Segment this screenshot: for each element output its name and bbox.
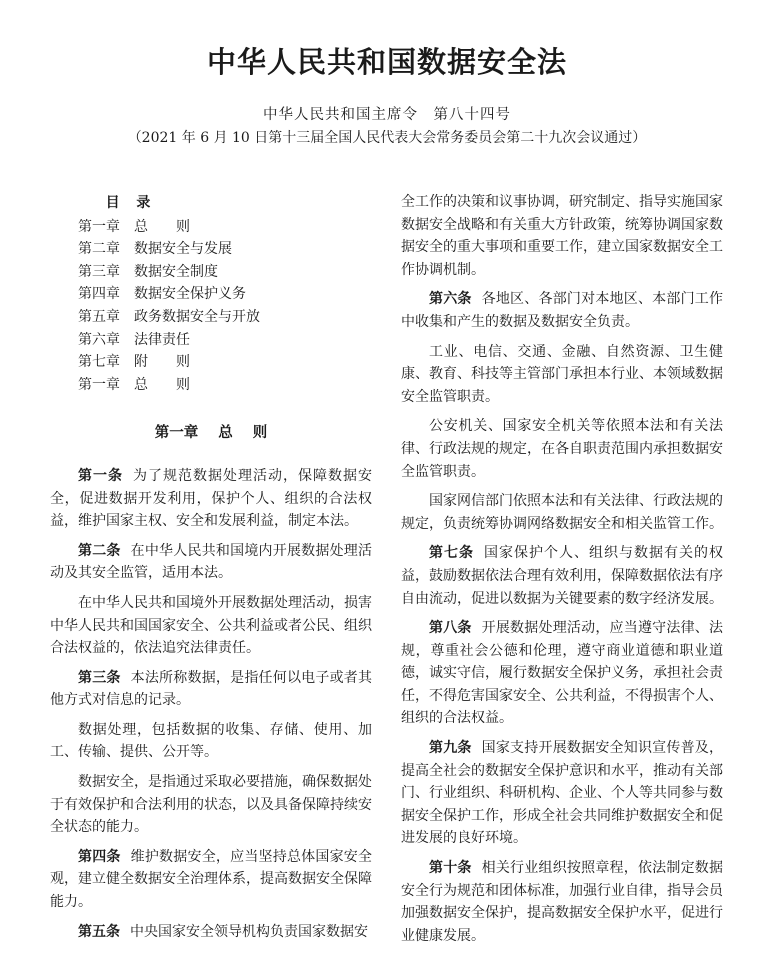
toc-chapter-number: 第一章 (78, 376, 120, 393)
article-paragraph (50, 921, 372, 944)
article-number: 第十条 (429, 860, 472, 877)
toc-chapter-number: 第五章 (78, 308, 120, 325)
chapter-name-part: 则 (252, 425, 268, 442)
left-column (50, 192, 372, 950)
article-paragraph (401, 490, 723, 535)
article-paragraph (401, 288, 723, 333)
chapter-number: 第一章 (154, 425, 199, 442)
toc-chapter-number: 第二章 (78, 241, 120, 258)
article-number: 第一条 (78, 467, 123, 484)
article-number: 第七条 (429, 545, 474, 562)
article-number: 第二条 (78, 542, 121, 559)
article-paragraph (401, 857, 723, 947)
toc-item (50, 329, 372, 352)
article-text: 数据安全，是指通过采取必要措施，确保数据处于有效保护和合法利用的状态，以及具备保障持续安全状态的能力。 (50, 774, 372, 836)
article-number: 第四条 (78, 848, 121, 865)
article-number: 第三条 (78, 669, 121, 686)
toc-chapter-name: 附 则 (134, 354, 190, 371)
toc-item (50, 261, 372, 284)
toc-chapter-name: 总 则 (134, 218, 190, 235)
article-paragraph (50, 465, 372, 533)
table-of-contents (50, 216, 372, 397)
toc-item (50, 306, 372, 329)
article-paragraph (401, 617, 723, 730)
toc-chapter-name: 总 则 (134, 376, 190, 393)
article-text: 数据处理，包括数据的收集、存储、使用、加工、传输、提供、公开等。 (50, 721, 372, 761)
article-text: 本法所称数据，是指任何以电子或者其他方式对信息的记录。 (50, 669, 373, 709)
toc-chapter-name: 政务数据安全与开放 (134, 308, 260, 325)
toc-chapter-name: 法律责任 (134, 331, 190, 348)
article-text: 开展数据处理活动，应当遵守法律、法规，尊重社会公德和伦理，遵守商业道德和职业道德，诚实守信，履行数据安全保护义务，承担社会责任，不得危害国家安全、公共利益，不得损害个人、组织的合法权益。 (401, 620, 724, 727)
presidential-order: 中华人民共和国主席令 第八十四号 (263, 107, 511, 123)
toc-chapter-name: 数据安全制度 (134, 263, 218, 280)
toc-item (50, 283, 372, 306)
toc-chapter-name: 数据安全与发展 (134, 241, 232, 258)
toc-chapter-name: 数据安全保护义务 (134, 286, 246, 303)
article-paragraph (50, 592, 372, 660)
article-text: 在中华人民共和国境内开展数据处理活动及其安全监管，适用本法。 (50, 542, 373, 582)
article-paragraph (50, 667, 372, 712)
article-text: 国家支持开展数据安全知识宣传普及，提高全社会的数据安全保护意识和水平，推动有关部门、行业组织、科研机构、企业、个人等共同参与数据安全保护工作，形成全社会共同维护数据安全和促进发展的良好环境。 (401, 740, 724, 847)
article-paragraph (401, 737, 723, 850)
toc-chapter-number: 第七章 (78, 354, 120, 371)
article-text: 中央国家安全领导机构负责国家数据安 (130, 923, 368, 940)
article-number: 第六条 (429, 291, 472, 308)
toc-chapter-number: 第四章 (78, 286, 120, 303)
toc-chapter-number: 第一章 (78, 218, 120, 235)
article-text: 国家保护个人、组织与数据有关的权益，鼓励数据依法合理有效利用，保障数据依法有序自由流动，促进以数据为关键要素的数字经济发展。 (401, 545, 723, 607)
article-number: 第九条 (429, 740, 472, 757)
right-column (401, 191, 723, 954)
toc-item (50, 238, 372, 261)
article-paragraph (401, 542, 723, 610)
article-continuation: 全工作的决策和议事协调，研究制定、指导实施国家数据安全战略和有关重大方针政策，统筹协调国家数据安全的重大事项和重要工作，建立国家数据安全工作协调机制。 (401, 194, 723, 278)
toc-title: 目 录 (105, 195, 157, 211)
article-paragraph (50, 719, 372, 764)
article-number: 第八条 (429, 620, 472, 637)
article-paragraph (50, 846, 372, 914)
article-text: 工业、电信、交通、金融、自然资源、卫生健康、教育、科技等主管部门承担本行业、本领域数据安全监管职责。 (401, 343, 723, 405)
article-text: 相关行业组织按照章程，依法制定数据安全行为规范和团体标准，加强行业自律，指导会员加强数据安全保护，提高数据安全保护水平，促进行业健康发展。 (401, 860, 724, 944)
chapter-name-part: 总 (218, 425, 233, 442)
article-paragraph (50, 771, 372, 839)
chapter-heading (50, 422, 372, 445)
toc-item (50, 351, 372, 374)
article-text: 国家网信部门依照本法和有关法律、行政法规的规定，负责统筹协调网络数据安全和相关监管工作。 (401, 493, 723, 532)
toc-item (50, 374, 372, 397)
article-number: 第五条 (78, 923, 120, 940)
article-paragraph (50, 540, 372, 585)
toc-item (50, 216, 372, 239)
article-text: 公安机关、国家安全机关等依照本法和有关法律、行政法规的规定，在各自职责范围内承担数据安全监管职责。 (401, 418, 723, 480)
article-paragraph (401, 341, 723, 409)
toc-chapter-number: 第三章 (78, 263, 120, 280)
article-text: 在中华人民共和国境外开展数据处理活动，损害中华人民共和国国家安全、公共利益或者公民、组织合法权益的，依法追究法律责任。 (50, 594, 372, 657)
toc-chapter-number: 第六章 (78, 331, 120, 348)
article-text: 为了规范数据处理活动，保障数据安全，促进数据开发利用，保护个人、组织的合法权益，维护国家主权、安全和发展利益，制定本法。 (50, 467, 372, 530)
article-text: 各地区、各部门对本地区、本部门工作中收集和产生的数据及数据安全负责。 (401, 291, 724, 330)
article-paragraph (401, 415, 723, 483)
document-title: 中华人民共和国数据安全法 (206, 45, 567, 79)
article-text: 维护数据安全，应当坚持总体国家安全观，建立健全数据安全治理体系，提高数据安全保障能力。 (50, 848, 373, 911)
adoption-note: （2021 年 6 月 10 日第十三届全国人民代表大会常务委员会第二十九次会议通过） (127, 130, 647, 146)
